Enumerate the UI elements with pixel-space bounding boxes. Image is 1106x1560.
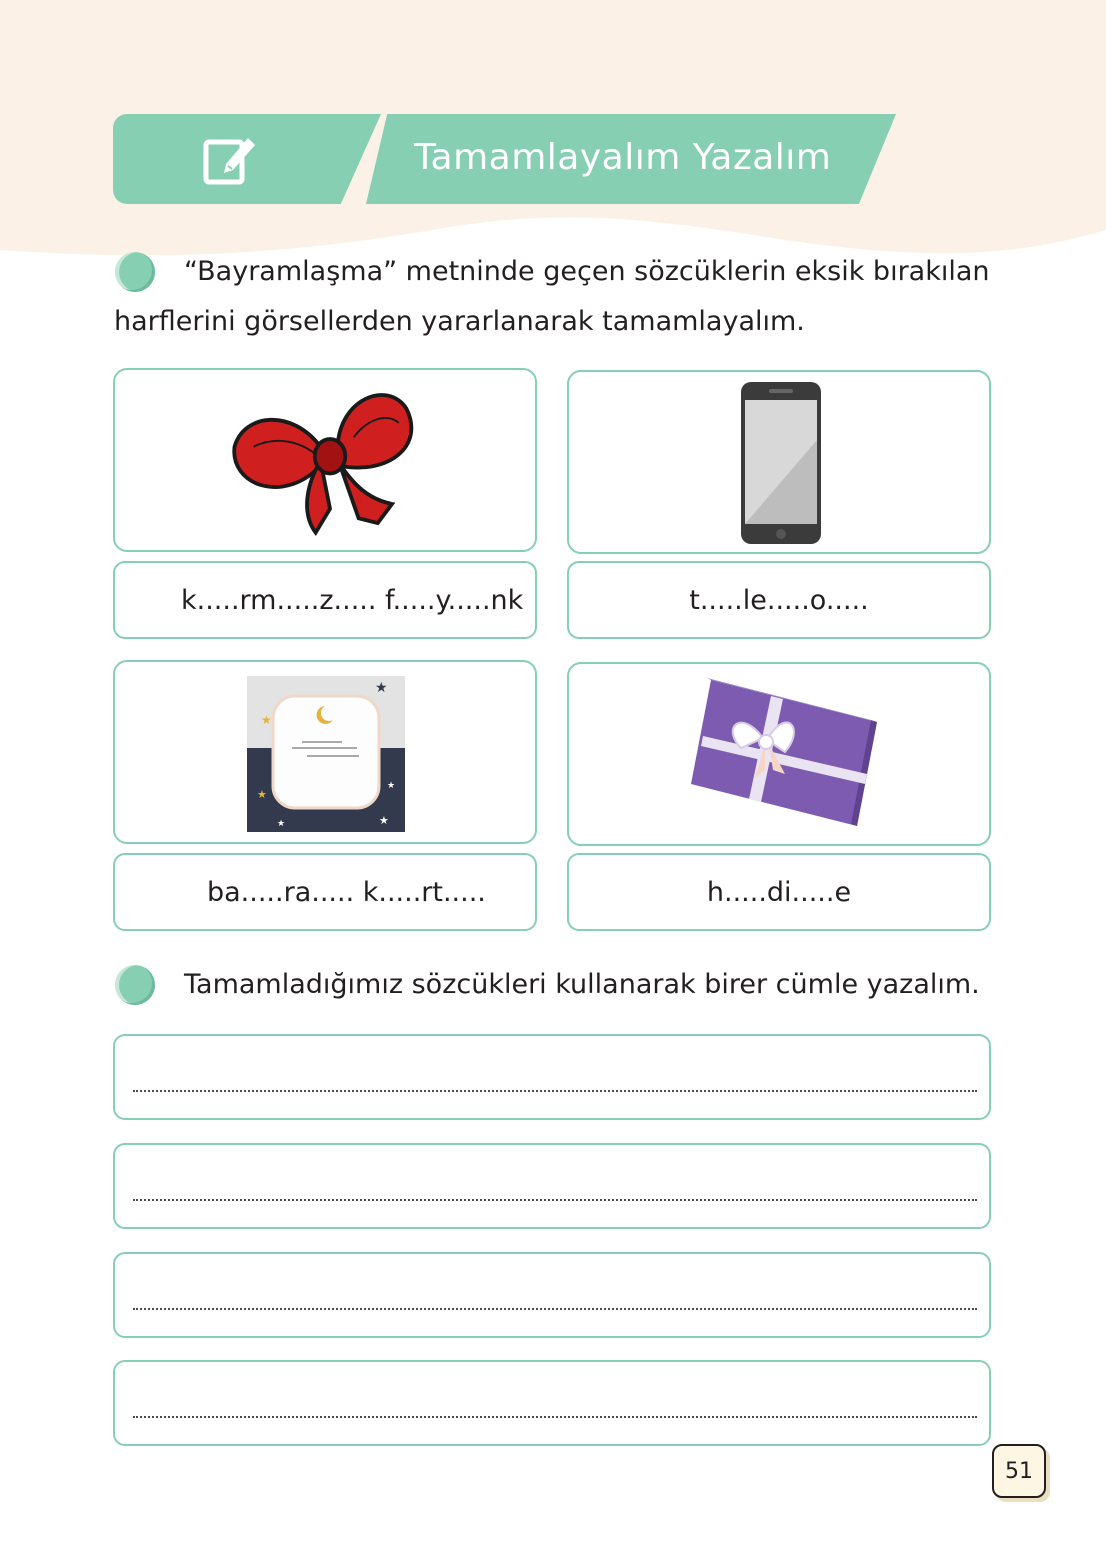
svg-text:★: ★ bbox=[261, 713, 272, 727]
svg-text:★: ★ bbox=[387, 781, 396, 791]
instruction-line-2: harflerini görsellerden yararlanarak tamamlayalım. bbox=[114, 306, 805, 337]
phone-icon bbox=[739, 380, 823, 546]
page-title: Tamamlayalım Yazalım bbox=[414, 137, 832, 178]
greeting-card-icon bbox=[247, 676, 405, 832]
svg-text:★: ★ bbox=[379, 814, 389, 827]
image-card-greeting bbox=[113, 660, 537, 844]
word-label: k.....rm.....z..... f.....y.....nk bbox=[181, 584, 524, 616]
word-box-4[interactable] bbox=[567, 853, 991, 931]
word-box-3[interactable] bbox=[113, 853, 537, 931]
dotted-line bbox=[133, 1416, 977, 1418]
svg-text:★: ★ bbox=[277, 819, 286, 829]
svg-text:★: ★ bbox=[375, 680, 388, 696]
dotted-line bbox=[133, 1199, 977, 1201]
word-box-2[interactable] bbox=[567, 561, 991, 639]
writing-line-2[interactable] bbox=[113, 1143, 991, 1229]
writing-line-1[interactable] bbox=[113, 1034, 991, 1120]
image-card-gift bbox=[567, 662, 991, 846]
dotted-line bbox=[133, 1090, 977, 1092]
image-card-ribbon bbox=[113, 368, 537, 552]
word-box-1[interactable] bbox=[113, 561, 537, 639]
red-ribbon-icon bbox=[225, 378, 435, 544]
svg-text:★: ★ bbox=[257, 788, 267, 801]
writing-line-3[interactable] bbox=[113, 1252, 991, 1338]
dotted-line bbox=[133, 1308, 977, 1310]
gift-box-icon bbox=[681, 678, 877, 828]
bullet-icon bbox=[115, 252, 155, 292]
page-number: 51 bbox=[992, 1444, 1046, 1498]
instruction-line-1: “Bayramlaşma” metninde geçen sözcüklerin eksik bırakılan bbox=[184, 256, 990, 287]
instruction-sentence: Tamamladığımız sözcükleri kullanarak birer cümle yazalım. bbox=[184, 969, 980, 1000]
word-label: t.....le.....o..... bbox=[689, 584, 869, 616]
bullet-icon bbox=[115, 965, 155, 1005]
writing-line-4[interactable] bbox=[113, 1360, 991, 1446]
word-label: h.....di.....e bbox=[706, 876, 852, 908]
image-card-phone bbox=[567, 370, 991, 554]
edit-note-icon bbox=[198, 128, 260, 190]
word-label: ba.....ra..... k.....rt..... bbox=[207, 876, 486, 908]
